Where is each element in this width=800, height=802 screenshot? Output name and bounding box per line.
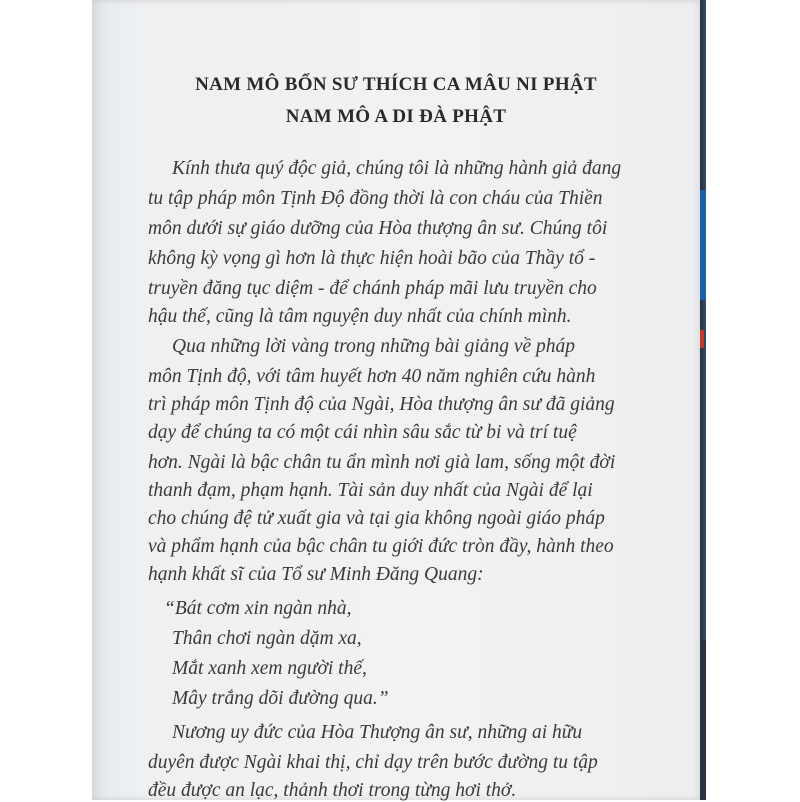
text-line: dạy để chúng ta có một cái nhìn sâu sắc từ bi và trí tuệ bbox=[148, 422, 577, 443]
poem-line: “Bát cơm xin ngàn nhà, bbox=[164, 598, 352, 619]
text-line: không kỳ vọng gì hơn là thực hiện hoài bão của Thầy tổ - bbox=[148, 248, 596, 269]
poem-line: Mây trắng dõi đường qua.” bbox=[172, 688, 389, 709]
text-line: Qua những lời vàng trong những bài giảng về pháp bbox=[172, 336, 576, 357]
text-line: tu tập pháp môn Tịnh Độ đồng thời là con cháu của Thiền bbox=[148, 188, 603, 209]
text-line: Nương uy đức của Hòa Thượng ân sư, những ai hữu bbox=[172, 722, 583, 743]
text-line: Kính thưa quý độc giả, chúng tôi là những hành giả đang bbox=[172, 158, 622, 179]
text-line: hậu thế, cũng là tâm nguyện duy nhất của chính mình. bbox=[148, 306, 572, 327]
text-line: hạnh khất sĩ của Tổ sư Minh Đăng Quang: bbox=[148, 564, 484, 585]
page-title-line-2: NAM MÔ A DI ĐÀ PHẬT bbox=[285, 106, 507, 127]
text-line: hơn. Ngài là bậc chân tu ẩn mình nơi già lam, sống một đời bbox=[148, 452, 616, 473]
text-line: duyên được Ngài khai thị, chỉ dạy trên bước đường tu tập bbox=[148, 752, 598, 773]
text-line: thanh đạm, phạm hạnh. Tài sản duy nhất của Ngài để lại bbox=[148, 480, 593, 501]
background-surface bbox=[690, 0, 800, 800]
text-line: môn dưới sự giáo dưỡng của Hòa thượng ân sư. Chúng tôi bbox=[148, 218, 608, 239]
poem-line: Mắt xanh xem người thế, bbox=[172, 658, 367, 679]
text-line: truyền đăng tục diệm - để chánh pháp mãi lưu truyền cho bbox=[148, 278, 597, 299]
text-line: cho chúng đệ tử xuất gia và tại gia không ngoài giáo pháp bbox=[148, 508, 605, 529]
text-line: trì pháp môn Tịnh độ của Ngài, Hòa thượng ân sư đã giảng bbox=[148, 394, 615, 415]
book-page bbox=[92, 0, 700, 800]
text-line: và phẩm hạnh của bậc chân tu giới đức tròn đầy, hành theo bbox=[148, 536, 614, 557]
poem-line: Thân chơi ngàn dặm xa, bbox=[172, 628, 362, 649]
text-line: đều được an lạc, thảnh thơi trong từng hơi thở. bbox=[148, 780, 517, 801]
text-line: môn Tịnh độ, với tâm huyết hơn 40 năm nghiên cứu hành bbox=[148, 366, 596, 387]
page-title-line-1: NAM MÔ BỔN SƯ THÍCH CA MÂU NI PHẬT bbox=[195, 74, 597, 95]
